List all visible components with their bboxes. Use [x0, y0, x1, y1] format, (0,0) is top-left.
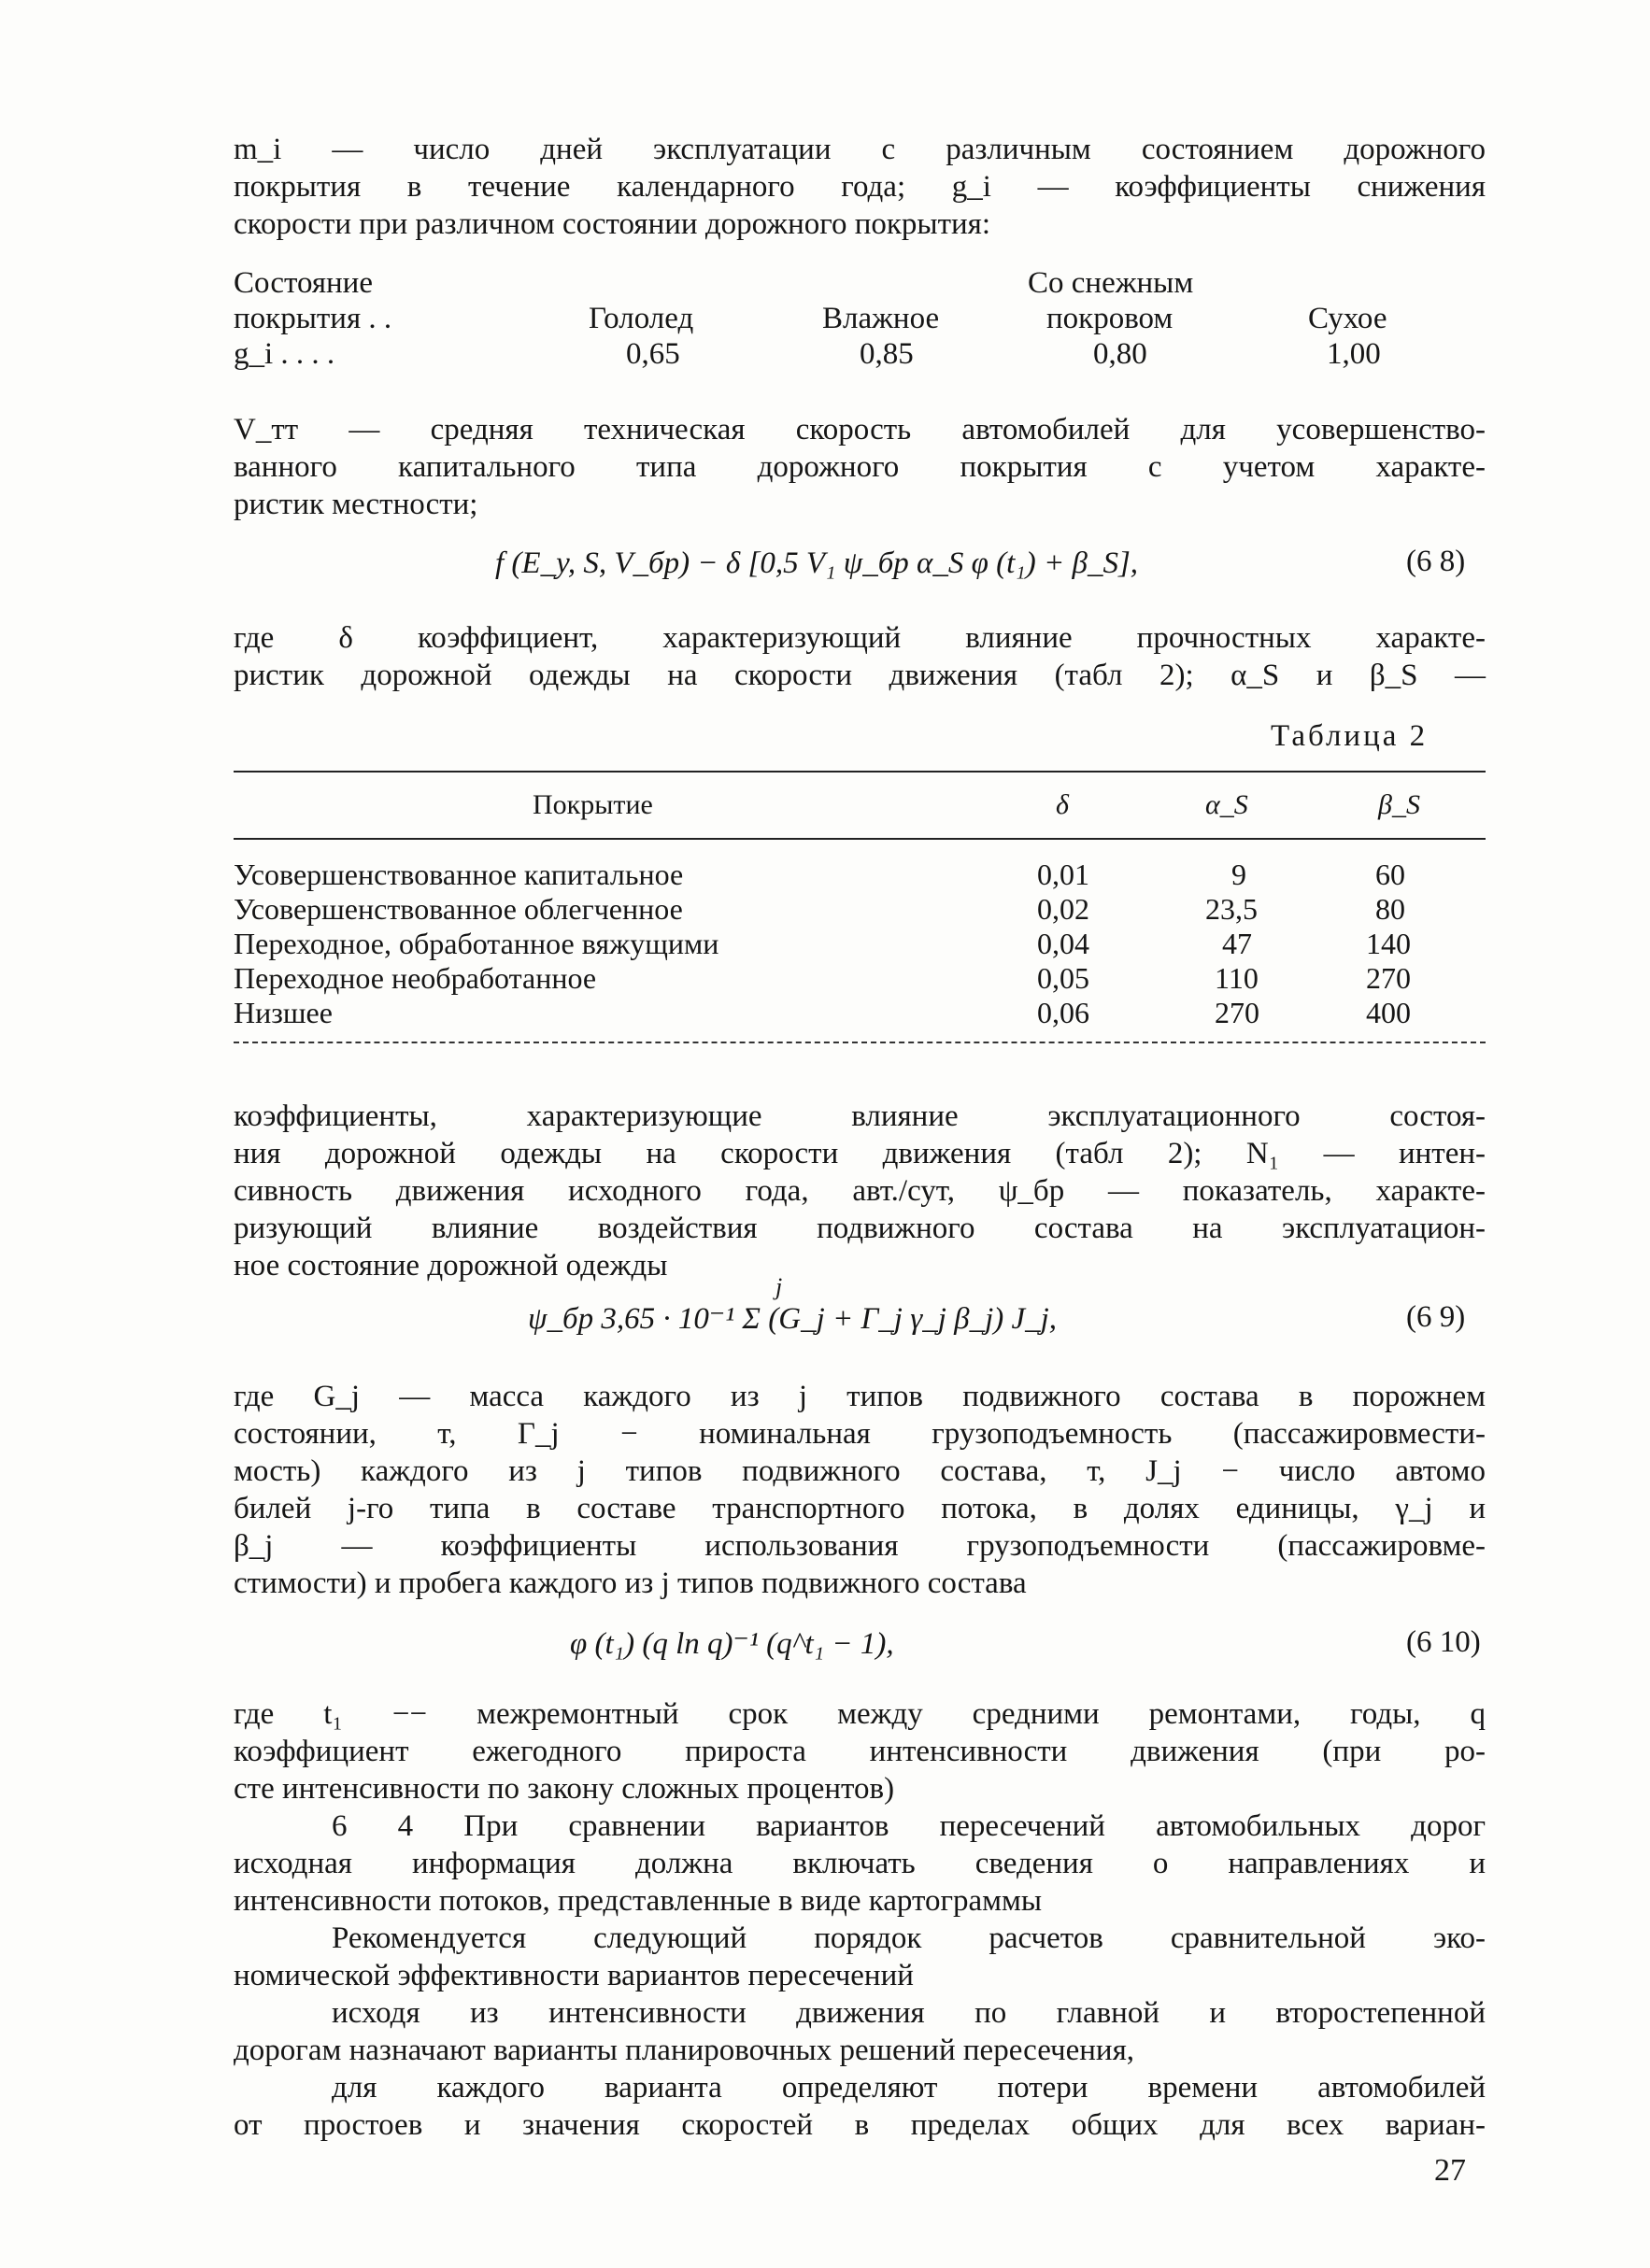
text-line: скорости при различном состоянии дорожного покрытия: — [234, 207, 991, 241]
t1-paragraph — [234, 1695, 1486, 1807]
table-header: α_S — [1205, 789, 1248, 820]
text-line: дорогам назначают варианты планировочных решений пересечения, — [234, 2034, 1135, 2067]
text-line: V_тт — средняя техническая скорость автомобилей для усовершенство- — [234, 413, 1486, 447]
formula-number: (6 10) — [1406, 1625, 1481, 1659]
text-line: ристик местности; — [234, 488, 478, 521]
formula-number: (6 8) — [1406, 545, 1466, 578]
table-cell: Усовершенствованное облегченное — [234, 892, 683, 926]
table-cell: Низшее — [234, 996, 333, 1029]
formula-number: (6 9) — [1406, 1300, 1466, 1334]
table-row — [234, 927, 1486, 961]
coef-col-header: Гололед — [589, 302, 694, 335]
text-line: коэффициенты, характеризующие влияние эксплуатационного состоя- — [234, 1099, 1486, 1133]
delta-paragraph — [234, 619, 1486, 694]
coef-col-header: Влажное — [822, 302, 940, 335]
table-cell: 0,04 — [1037, 927, 1089, 960]
table-top-rule — [234, 771, 1486, 773]
table-cell: 0,06 — [1037, 996, 1089, 1029]
table-cell: 47 — [1222, 927, 1252, 960]
table-cell: 9 — [1231, 858, 1246, 891]
coef-paragraph — [234, 1098, 1486, 1284]
text-line: сте интенсивности по закону сложных процентов) — [234, 1772, 895, 1806]
text-line: номической эффективности вариантов пересечений — [234, 1959, 914, 1992]
text-line: коэффициент ежегодного прироста интенсивности движения (при ро- — [234, 1735, 1486, 1768]
table-cell: 270 — [1215, 996, 1259, 1029]
text-line: ризующий влияние воздействия подвижного состава на эксплуатацион- — [234, 1212, 1486, 1245]
coef-label: покрытия . . — [234, 302, 392, 335]
text-line: интенсивности потоков, представленные в виде картограммы — [234, 1884, 1043, 1918]
page-number: 27 — [1434, 2153, 1466, 2188]
text-line: где G_j — масса каждого из j типов подвижного состава в порожнем — [234, 1380, 1486, 1413]
text-line: билей j-го типа в составе транспортного потока, в долях единицы, γ_j и — [234, 1492, 1486, 1525]
table-cell: Переходное, обработанное вяжущими — [234, 927, 719, 960]
table-cell: Усовершенствованное капитальное — [234, 858, 684, 891]
table-cell: Переходное необработанное — [234, 961, 597, 995]
text-line: ния дорожной одежды на скорости движения (табл 2); N₁ — интен- — [234, 1137, 1486, 1170]
coef-value: 0,65 — [626, 337, 680, 371]
order-paragraph — [234, 1920, 1486, 1994]
mass-paragraph — [234, 1378, 1486, 1602]
table-cell: 270 — [1366, 961, 1411, 995]
coef-value: 1,00 — [1327, 337, 1381, 371]
coef-col-header: Со снежным — [1028, 266, 1194, 300]
text-line: сивность движения исходного года, авт./сут, ψ_бр — показатель, характе- — [234, 1174, 1486, 1208]
text-line: ристик дорожной одежды на скорости движения (табл 2); α_S и β_S — — [234, 659, 1486, 692]
table-row — [234, 996, 1486, 1030]
text-line: где δ коэффициент, характеризующий влияние прочностных характе- — [234, 621, 1486, 655]
table-cell: 80 — [1375, 892, 1405, 926]
table-cell: 60 — [1375, 858, 1405, 891]
text-line: Рекомендуется следующий порядок расчетов сравнительной эко- — [332, 1921, 1486, 1955]
text-line: состоянии, т, Γ_j − номинальная грузоподъемность (пассажировмести- — [234, 1417, 1486, 1451]
text-line: исходя из интенсивности движения по главной и второстепенной — [332, 1996, 1486, 2030]
table-cell: 23,5 — [1205, 892, 1258, 926]
table-row — [234, 858, 1486, 892]
text-line: m_i — число дней эксплуатации с различным состоянием дорожного — [234, 133, 1486, 166]
text-line: для каждого варианта определяют потери времени автомобилей — [332, 2071, 1486, 2105]
coef-col-header: Сухое — [1308, 302, 1387, 335]
coef-value: 0,80 — [1093, 337, 1147, 371]
table-cell: 110 — [1215, 961, 1259, 995]
sum-upper-limit: j — [775, 1273, 783, 1300]
intro-paragraph — [234, 131, 1486, 243]
speed-paragraph — [234, 411, 1486, 523]
table-cell: 0,05 — [1037, 961, 1089, 995]
table-bottom-rule — [234, 1042, 1486, 1043]
table-header-rule — [234, 838, 1486, 840]
table-caption: Таблица 2 — [1271, 719, 1429, 753]
coef-label: g_i . . . . — [234, 337, 335, 371]
coef-col-header: покровом — [1046, 302, 1173, 335]
coef-label: Состояние — [234, 266, 373, 300]
table-cell: 140 — [1366, 927, 1411, 960]
coef-value: 0,85 — [860, 337, 914, 371]
text-line: где t₁ −− межремонтный срок между средними ремонтами, годы, q — [234, 1697, 1486, 1731]
each-variant-paragraph — [234, 2069, 1486, 2144]
text-line: ное состояние дорожной одежды — [234, 1249, 668, 1283]
text-line: β_j — коэффициенты использования грузоподъемности (пассажировме- — [234, 1529, 1486, 1563]
text-line: мость) каждого из j типов подвижного состава, т, J_j − число автомо — [234, 1454, 1486, 1488]
table-header: δ — [1056, 789, 1069, 820]
section-6-4-paragraph — [234, 1807, 1486, 1920]
text-line: покрытия в течение календарного года; g_i — коэффициенты снижения — [234, 170, 1486, 204]
table-row — [234, 961, 1486, 996]
table-cell: 0,01 — [1037, 858, 1089, 891]
formula-6-9: ψ_бр 3,65 · 10⁻¹ Σ (G_j + Γ_j γ_j β_j) J_j, — [528, 1302, 1058, 1336]
text-line: стимости) и пробега каждого из j типов подвижного состава — [234, 1566, 1027, 1600]
formula-6-8: f (E_y, S, V_бр) − δ [0,5 V₁ ψ_бр α_S φ (t₁) + β_S], — [495, 546, 1139, 580]
formula-6-10: φ (t₁) (q ln q)⁻¹ (q^t₁ − 1), — [570, 1627, 894, 1661]
table-row — [234, 892, 1486, 927]
table-header: β_S — [1378, 789, 1420, 820]
text-line: 6 4 При сравнении вариантов пересечений автомобильных дорог — [332, 1809, 1486, 1843]
source-paragraph — [234, 1994, 1486, 2069]
table-header: Покрытие — [533, 789, 653, 820]
text-line: от простоев и значения скоростей в пределах общих для всех вариан- — [234, 2108, 1486, 2142]
table-cell: 0,02 — [1037, 892, 1089, 926]
text-line: исходная информация должна включать сведения о направлениях и — [234, 1847, 1486, 1880]
text-line: ванного капитального типа дорожного покрытия с учетом характе- — [234, 450, 1486, 484]
table-cell: 400 — [1366, 996, 1411, 1029]
